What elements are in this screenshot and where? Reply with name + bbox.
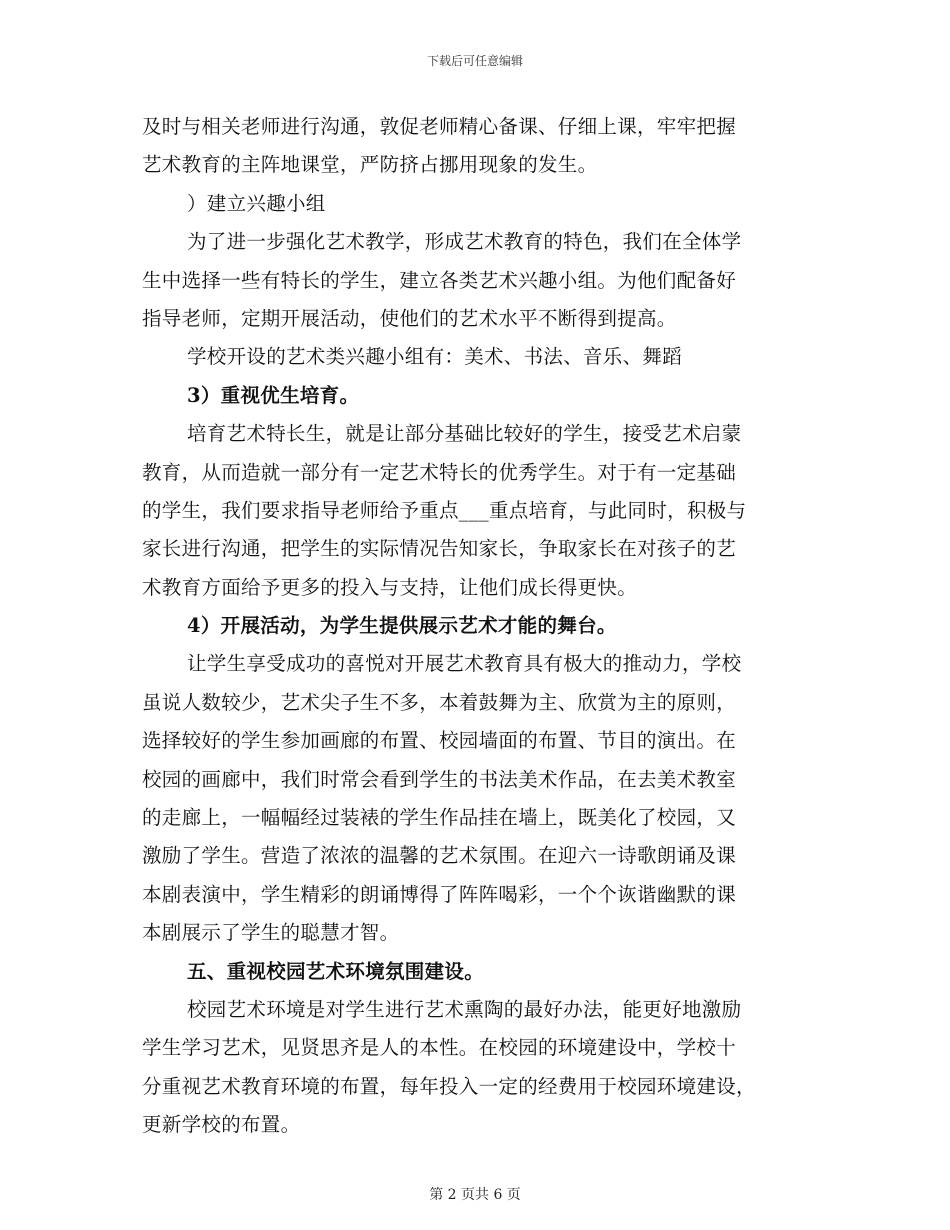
paragraph-line: 虽说人数较少，艺术尖子生不多，本着鼓舞为主、欣赏为主的原则， — [142, 690, 737, 714]
paragraph-line: 学校开设的艺术类兴趣小组有：美术、书法、音乐、舞蹈 — [187, 345, 683, 369]
paragraph-line: 的走廊上，一幅幅经过装裱的学生作品挂在墙上，既美化了校园，又 — [142, 806, 737, 830]
paragraph-line: 及时与相关老师进行沟通，敦促老师精心备课、仔细上课，牢牢把握 — [142, 115, 737, 138]
paragraph-line: 分重视艺术教育环境的布置，每年投入一定的经费用于校园环境建设， — [142, 1074, 756, 1098]
paragraph-line: 的学生，我们要求指导老师给予重点___重点培育，与此同时，积极与 — [142, 498, 747, 522]
paragraph-line: 教育，从而造就一部分有一定艺术特长的优秀学生。对于有一定基础 — [142, 460, 737, 484]
paragraph-line: 为了进一步强化艺术教学，形成艺术教育的特色，我们在全体学 — [187, 230, 742, 254]
paragraph-line: 培育艺术特长生，就是让部分基础比较好的学生，接受艺术启蒙 — [187, 422, 742, 446]
paragraph-line: 校园的画廊中，我们时常会看到学生的书法美术作品，在去美术教室 — [142, 767, 737, 791]
paragraph-line: 家长进行沟通，把学生的实际情况告知家长，争取家长在对孩子的艺 — [142, 537, 737, 561]
paragraph-line: 艺术教育的主阵地课堂，严防挤占挪用现象的发生。 — [142, 153, 598, 177]
page-footer: 第 2 页共 6 页 — [429, 1187, 521, 1203]
document-body — [142, 108, 822, 1145]
paragraph-line: 更新学校的布置。 — [142, 1113, 301, 1137]
paragraph-line: 学生学习艺术，见贤思齐是人的本性。在校园的环境建设中，学校十 — [142, 1036, 737, 1060]
paragraph-line: 指导老师，定期开展活动，使他们的艺术水平不断得到提高。 — [142, 306, 677, 330]
paragraph-line: 激励了学生。营造了浓浓的温馨的艺术氛围。在迎六一诗歌朗诵及课 — [142, 844, 737, 868]
section-heading: 3）重视优生培育。 — [187, 383, 360, 407]
section-heading: 五、重视校园艺术环境氛围建设。 — [187, 959, 485, 983]
paragraph-line: 选择较好的学生参加画廊的布置、校园墙面的布置、节目的演出。在 — [142, 729, 737, 753]
paragraph-line: 校园艺术环境是对学生进行艺术熏陶的最好办法，能更好地激励 — [187, 997, 742, 1021]
paragraph-line: 本剧表演中，学生精彩的朗诵博得了阵阵喝彩，一个个诙谐幽默的课 — [142, 882, 737, 906]
paragraph-line: 让学生享受成功的喜悦对开展艺术教育具有极大的推动力，学校 — [187, 652, 742, 676]
paragraph-line: 生中选择一些有特长的学生，建立各类艺术兴趣小组。为他们配备好 — [142, 268, 737, 292]
paragraph-line: 术教育方面给予更多的投入与支持，让他们成长得更快。 — [142, 575, 638, 599]
paragraph-line: 本剧展示了学生的聪慧才智。 — [142, 921, 400, 945]
page-header: 下载后可任意编辑 — [426, 54, 523, 68]
section-heading: ）建立兴趣小组 — [187, 191, 326, 215]
section-heading: 4）开展活动，为学生提供展示艺术才能的舞台。 — [187, 614, 617, 638]
